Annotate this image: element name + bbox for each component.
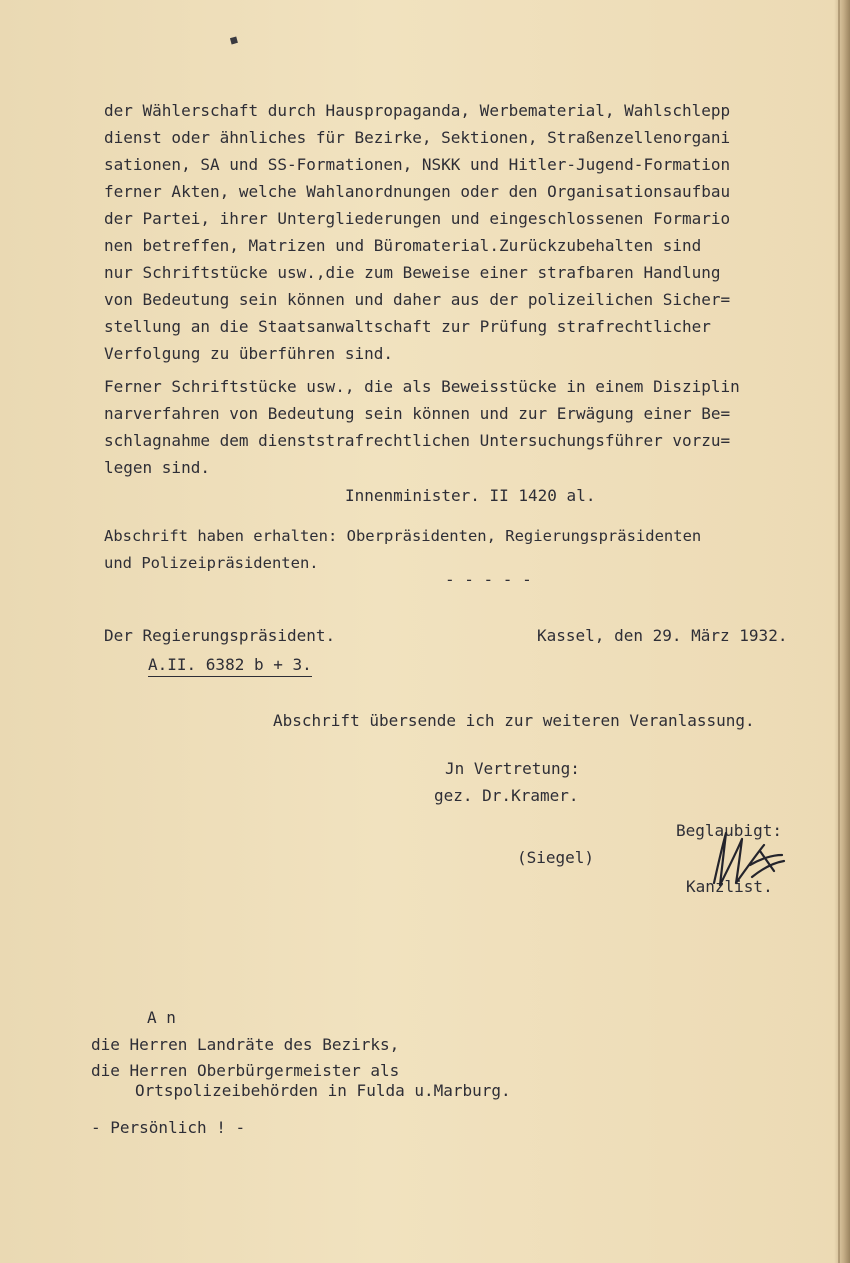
body-line: nen betreffen, Matrizen und Büromaterial.Zurückzubehalten sind xyxy=(104,236,702,255)
body-line: legen sind. xyxy=(104,458,210,477)
recipient-line: die Herren Landräte des Bezirks, xyxy=(91,1035,400,1054)
separator: - - - - - xyxy=(445,570,532,589)
sender: Der Regierungspräsident. xyxy=(104,626,336,645)
certified-label: Beglaubigt: xyxy=(676,821,782,840)
copy-recipients-line: und Polizeipräsidenten. xyxy=(104,554,319,572)
body-line: von Bedeutung sein können und daher aus der polizeilichen Sicher= xyxy=(104,290,731,309)
seal-note: (Siegel) xyxy=(517,848,595,867)
page-edge-shadow xyxy=(834,0,850,1263)
clerk-title: Kanzlist. xyxy=(686,877,773,896)
personal-note: - Persönlich ! - xyxy=(91,1118,246,1137)
place-date: Kassel, den 29. März 1932. xyxy=(537,626,788,645)
in-representation: Jn Vertretung: xyxy=(445,759,580,778)
recipient-line: die Herren Oberbürgermeister als xyxy=(91,1061,400,1080)
handwritten-signature xyxy=(700,825,790,895)
body-line: der Wählerschaft durch Hauspropaganda, Werbematerial, Wahlschlepp xyxy=(104,101,731,120)
body-line: schlagnahme dem dienststrafrechtlichen Untersuchungsführer vorzu= xyxy=(104,431,731,450)
ink-mark: ◆ xyxy=(226,31,242,49)
body-line: der Partei, ihrer Untergliederungen und eingeschlossenen Formario xyxy=(104,209,731,228)
body-line: nur Schriftstücke usw.,die zum Beweise einer strafbaren Handlung xyxy=(104,263,721,282)
forward-note: Abschrift übersende ich zur weiteren Veranlassung. xyxy=(273,711,755,730)
body-line: stellung an die Staatsanwaltschaft zur Prüfung strafrechtlicher xyxy=(104,317,711,336)
file-reference: A.II. 6382 b + 3. xyxy=(148,655,312,677)
body-line: narverfahren von Bedeutung sein können und zur Erwägung einer Be= xyxy=(104,404,731,423)
recipient-line: Ortspolizeibehörden in Fulda u.Marburg. xyxy=(135,1081,511,1100)
body-line: Verfolgung zu überführen sind. xyxy=(104,344,393,363)
body-line: Ferner Schriftstücke usw., die als Beweisstücke in einem Disziplin xyxy=(104,377,740,396)
copy-recipients-line: Abschrift haben erhalten: Oberpräsidenten, Regierungspräsidenten xyxy=(104,527,702,545)
body-line: ferner Akten, welche Wahlanordnungen oder den Organisationsaufbau xyxy=(104,182,731,201)
body-line: dienst oder ähnliches für Bezirke, Sektionen, Straßenzellenorgani xyxy=(104,128,731,147)
address-to: A n xyxy=(147,1008,176,1027)
signed-by: gez. Dr.Kramer. xyxy=(434,786,579,805)
ministry-reference: Innenminister. II 1420 al. xyxy=(345,486,596,505)
body-line: sationen, SA und SS-Formationen, NSKK und Hitler-Jugend-Formation xyxy=(104,155,731,174)
